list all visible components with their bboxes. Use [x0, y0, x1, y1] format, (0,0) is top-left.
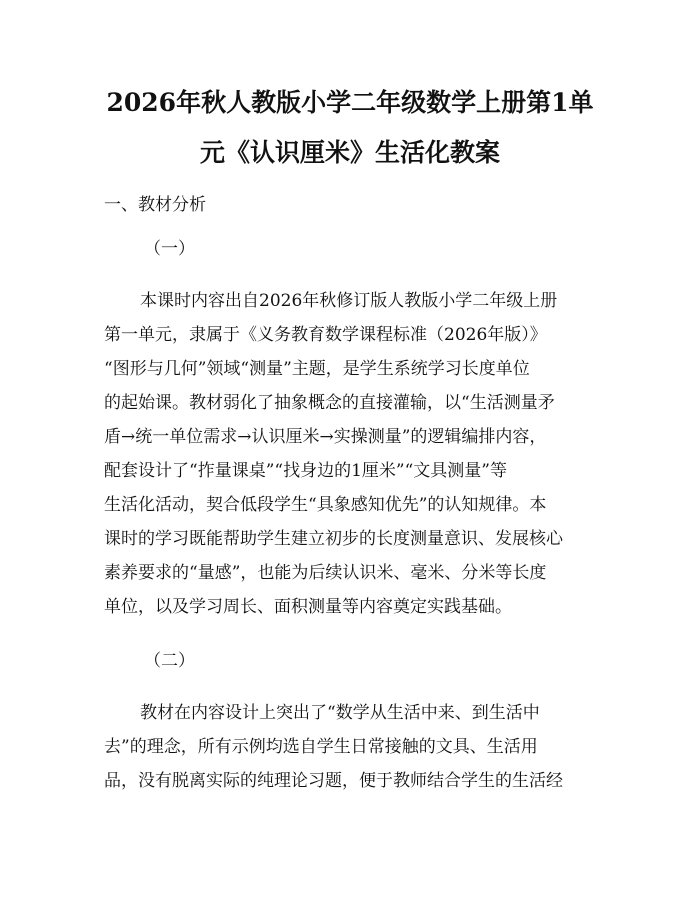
paragraph-1-line: 单位，以及学习周长、面积测量等内容奠定实践基础。	[104, 597, 512, 617]
paragraph-1-line: 盾→统一单位需求→认识厘米→实操测量”的逻辑编排内容，	[104, 427, 547, 447]
document-title-line-2: 元《认识厘米》生活化教案	[199, 138, 500, 167]
paragraph-2-line: 教材在内容设计上突出了“数学从生活中来、到生活中	[140, 703, 540, 723]
subsection-heading-2: （二）	[144, 651, 195, 671]
paragraph-1-line: 的起始课。教材弱化了抽象概念的直接灌输，以“生活测量矛	[104, 393, 555, 413]
paragraph-1-line: “图形与几何”领域“测量”主题，是学生系统学习长度单位	[104, 359, 530, 379]
document-title-line-1: 2026年秋人教版小学二年级数学上册第1单	[106, 88, 594, 117]
paragraph-1-line: 课时的学习既能帮助学生建立初步的长度测量意识、发展核心	[104, 529, 563, 549]
paragraph-1-line: 第一单元，隶属于《义务教育数学课程标准（2026年版）》	[104, 325, 547, 345]
subsection-heading-1: （一）	[144, 239, 195, 259]
paragraph-2-line: 去”的理念，所有示例均选自学生日常接触的文具、生活用	[104, 737, 538, 757]
paragraph-1-line: 素养要求的“量感”，也能为后续认识米、毫米、分米等长度	[104, 563, 547, 583]
paragraph-1-line: 配套设计了“拃量课桌”“找身边的1厘米”“文具测量”等	[104, 461, 507, 481]
paragraph-1-line: 生活化活动，契合低段学生“具象感知优先”的认知规律。本	[104, 495, 547, 515]
paragraph-1-line: 本课时内容出自2026年秋修订版人教版小学二年级上册	[140, 291, 558, 311]
section-heading-textbook-analysis: 一、教材分析	[104, 195, 206, 215]
paragraph-2-line: 品，没有脱离实际的纯理论习题，便于教师结合学生的生活经	[104, 771, 563, 791]
